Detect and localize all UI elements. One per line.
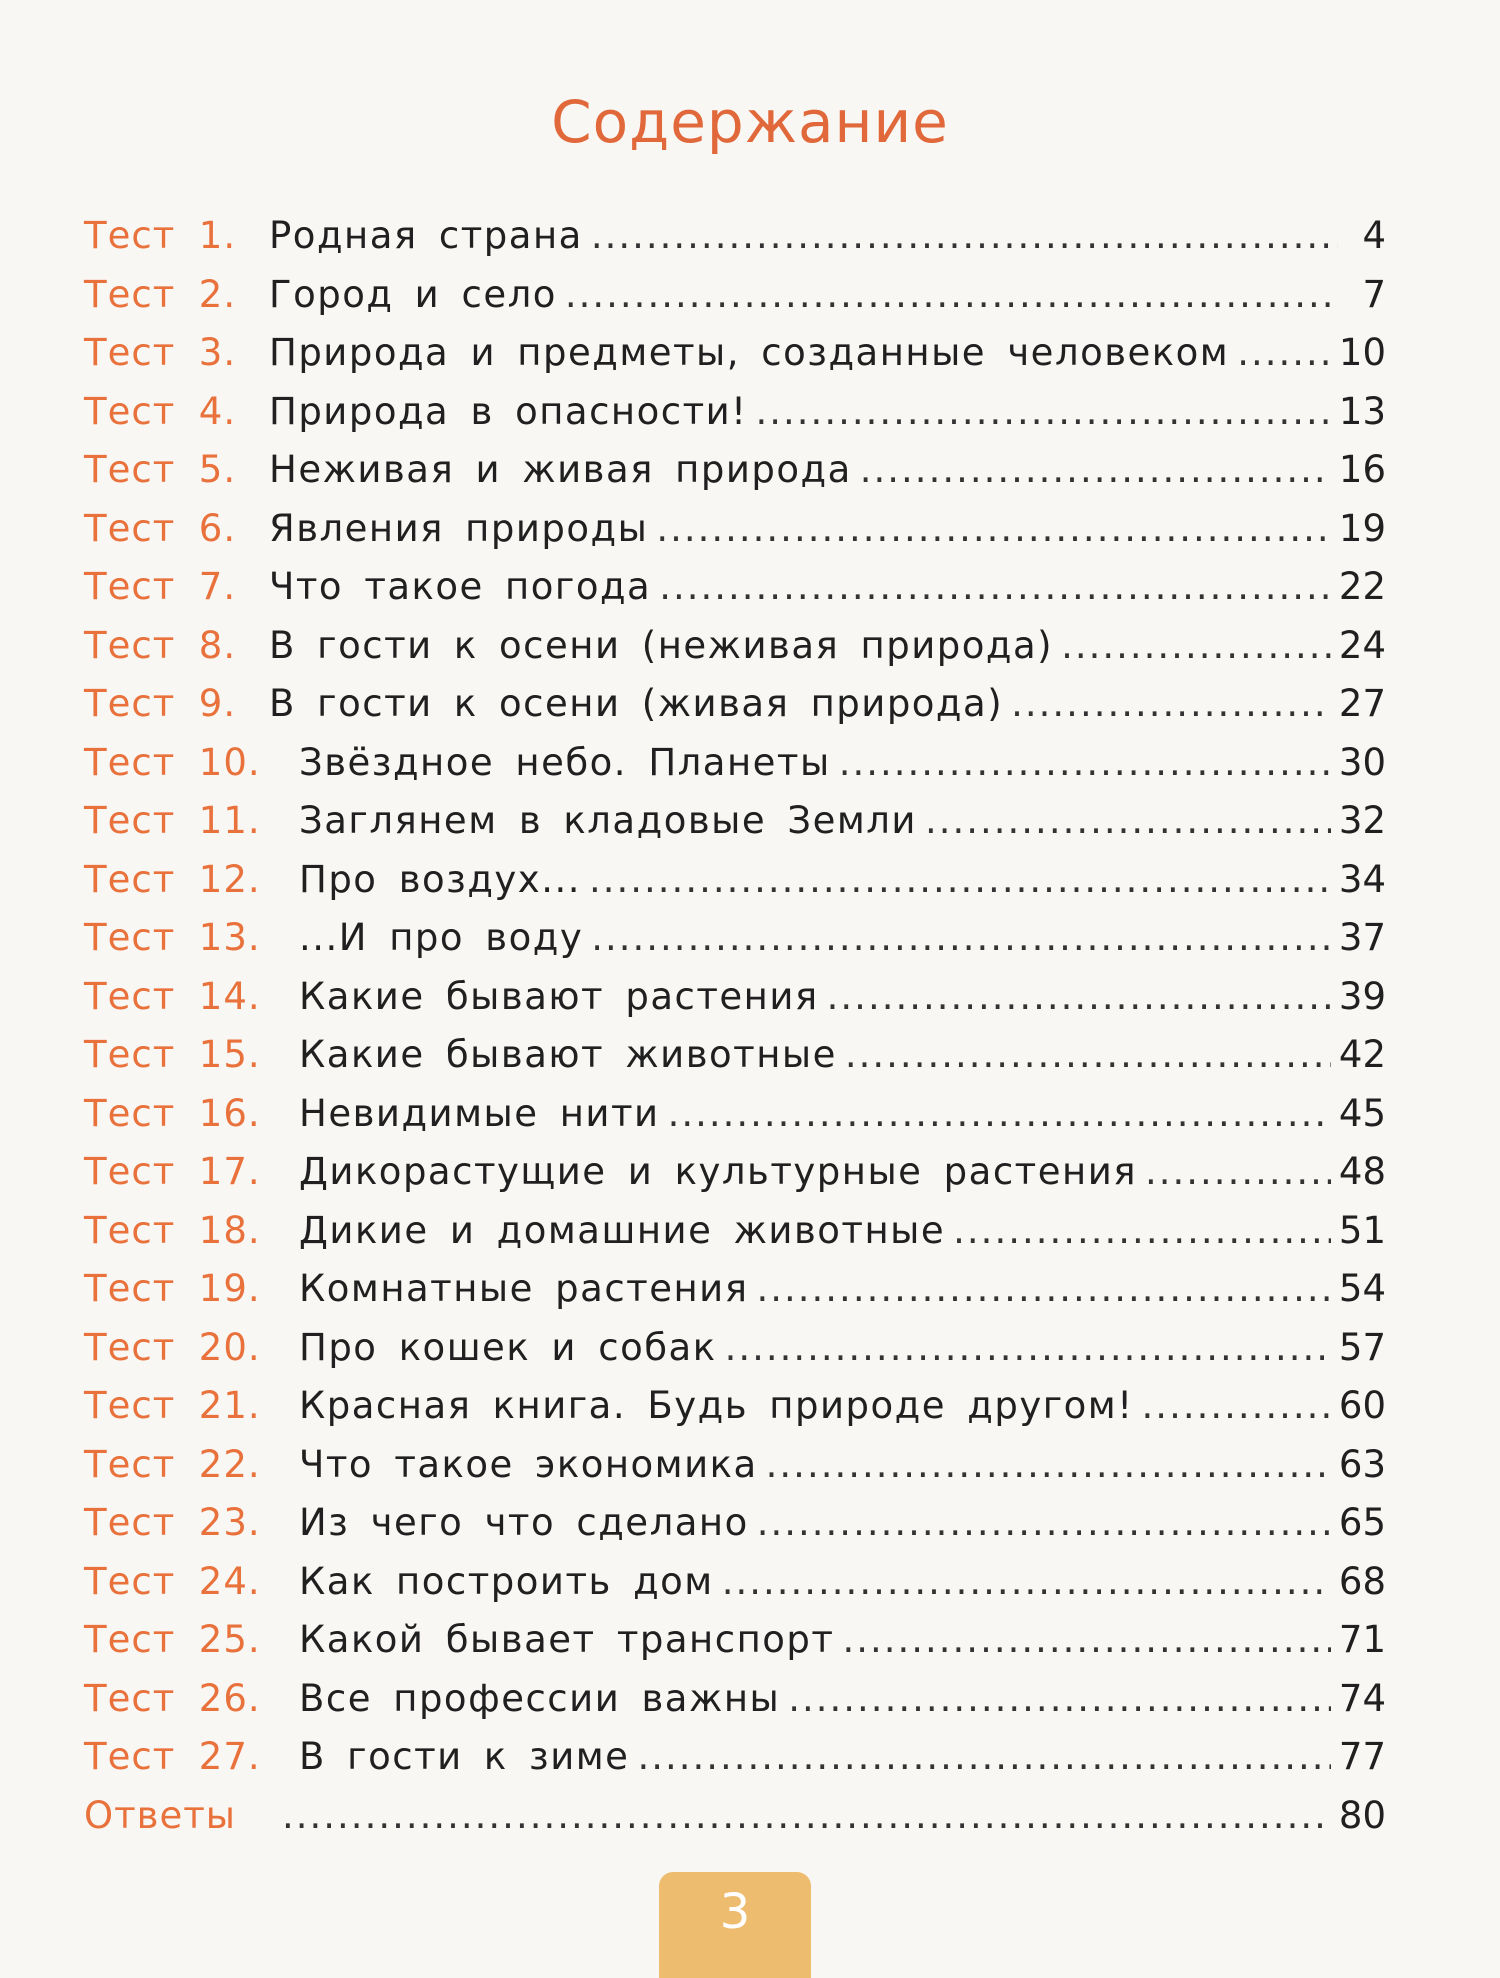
entry-label: Тест <box>84 916 176 959</box>
dot-leader <box>845 1033 1331 1076</box>
dot-leader <box>756 390 1331 433</box>
answers-page: 80 <box>1338 1793 1386 1837</box>
entry-number: 19. <box>198 1267 261 1310</box>
entry-label: Тест <box>84 1325 176 1369</box>
entry-number: 12. <box>198 857 261 901</box>
entry-number: 15. <box>198 1033 261 1076</box>
dot-leader <box>842 1618 1330 1661</box>
entry-page: 42 <box>1338 1033 1386 1076</box>
entry-title: Что такое погода <box>269 565 652 608</box>
entry-number: 10. <box>198 740 261 784</box>
entry-page: 27 <box>1338 682 1386 725</box>
entry-title: В гости к осени (неживая природа) <box>269 623 1054 667</box>
entry-page: 51 <box>1338 1208 1386 1252</box>
entry-label: Тест <box>84 623 176 667</box>
toc-entry[interactable] <box>84 1209 1386 1268</box>
entry-label: Тест <box>84 1033 176 1076</box>
dot-leader <box>925 799 1331 842</box>
dot-leader <box>722 1560 1331 1603</box>
entry-title: Дикорастущие и культурные растения <box>299 1150 1137 1193</box>
entry-number: 9. <box>198 682 237 725</box>
entry-number: 14. <box>198 974 261 1018</box>
toc-entry[interactable] <box>84 1677 1386 1736</box>
toc-entry[interactable] <box>84 565 1386 624</box>
entry-title: Какие бывают животные <box>299 1033 837 1076</box>
entry-title: Какой бывает транспорт <box>299 1618 835 1661</box>
toc-entry[interactable] <box>84 624 1386 683</box>
entry-title: В гости к осени (живая природа) <box>269 682 1004 725</box>
toc-entry-answers[interactable] <box>84 1794 1386 1853</box>
entry-title: ...И про воду <box>299 916 584 959</box>
entry-number: 24. <box>198 1559 261 1603</box>
toc-entry[interactable] <box>84 1735 1386 1794</box>
toc-entry[interactable] <box>84 682 1386 741</box>
entry-number: 4. <box>198 389 237 433</box>
entry-page: 32 <box>1338 799 1386 842</box>
page-number-badge <box>659 1872 811 1978</box>
entry-page: 54 <box>1338 1267 1386 1310</box>
entry-title: Красная книга. Будь природе другом! <box>299 1384 1134 1427</box>
entry-page: 37 <box>1338 916 1386 959</box>
toc-entry[interactable] <box>84 799 1386 858</box>
entry-page: 19 <box>1338 506 1386 550</box>
entry-page: 22 <box>1338 565 1386 608</box>
dot-leader <box>839 741 1331 784</box>
entry-page: 39 <box>1338 974 1386 1018</box>
toc-entry[interactable] <box>84 1267 1386 1326</box>
entry-number: 22. <box>198 1442 261 1486</box>
entry-title: Заглянем в кладовые Земли <box>299 799 917 842</box>
entry-number: 20. <box>198 1325 261 1369</box>
entry-page: 74 <box>1338 1676 1386 1720</box>
dot-leader <box>725 1326 1331 1369</box>
entry-number: 2. <box>198 272 237 316</box>
entry-page: 7 <box>1362 272 1386 316</box>
entry-number: 23. <box>198 1501 261 1544</box>
entry-label: Тест <box>84 331 176 374</box>
entry-title: В гости к зиме <box>299 1735 630 1778</box>
entry-number: 6. <box>198 506 237 550</box>
entry-title: Из чего что сделано <box>299 1501 749 1544</box>
dot-leader <box>282 1794 1331 1837</box>
toc-entry[interactable] <box>84 1033 1386 1092</box>
dot-leader <box>953 1209 1331 1252</box>
dot-leader <box>757 1501 1331 1544</box>
toc-entry[interactable] <box>84 916 1386 975</box>
dot-leader <box>860 448 1331 491</box>
entry-page: 65 <box>1338 1501 1386 1544</box>
toc-entry[interactable] <box>84 741 1386 800</box>
entry-label: Тест <box>84 799 176 842</box>
entry-title: Явления природы <box>269 506 649 550</box>
entry-page: 68 <box>1338 1559 1386 1603</box>
entry-label: Тест <box>84 1150 176 1193</box>
entry-page: 60 <box>1338 1384 1386 1427</box>
entry-title: Родная страна <box>269 214 583 257</box>
toc-entry[interactable] <box>84 273 1386 332</box>
toc-entry[interactable] <box>84 1150 1386 1209</box>
entry-page: 63 <box>1338 1442 1386 1486</box>
entry-title: Звёздное небо. Планеты <box>299 740 831 784</box>
dot-leader <box>565 273 1338 316</box>
entry-page: 77 <box>1338 1735 1386 1778</box>
toc-entry[interactable] <box>84 1443 1386 1502</box>
dot-leader <box>1145 1150 1331 1193</box>
entry-label: Тест <box>84 974 176 1018</box>
entry-label: Тест <box>84 740 176 784</box>
dot-leader <box>637 1735 1330 1778</box>
toc-entry[interactable] <box>84 507 1386 566</box>
entry-number: 7. <box>198 565 237 608</box>
entry-label: Тест <box>84 1208 176 1252</box>
toc-entry[interactable] <box>84 1501 1386 1560</box>
toc-entry[interactable] <box>84 1092 1386 1151</box>
dot-leader <box>668 1092 1331 1135</box>
entry-number: 17. <box>198 1150 261 1193</box>
entry-title: Природа и предметы, созданные человеком <box>269 331 1230 374</box>
entry-label: Тест <box>84 857 176 901</box>
entry-label: Тест <box>84 1384 176 1427</box>
entry-label: Тест <box>84 272 176 316</box>
entry-page: 16 <box>1338 448 1386 491</box>
entry-title: Природа в опасности! <box>269 389 748 433</box>
toc-entry[interactable] <box>84 1618 1386 1677</box>
entry-number: 21. <box>198 1384 261 1427</box>
toc-entry[interactable] <box>84 390 1386 449</box>
entry-title: Все профессии важны <box>299 1676 781 1720</box>
dot-leader <box>1061 624 1331 667</box>
entry-page: 4 <box>1362 214 1386 257</box>
page-number: 3 <box>719 1884 751 1940</box>
toc-entry[interactable] <box>84 448 1386 507</box>
dot-leader <box>659 565 1331 608</box>
toc-entry[interactable] <box>84 975 1386 1034</box>
entry-label: Тест <box>84 1267 176 1310</box>
entry-label: Тест <box>84 506 176 550</box>
entry-page: 71 <box>1338 1618 1386 1661</box>
entry-page: 13 <box>1338 389 1386 433</box>
answers-label: Ответы <box>84 1793 237 1837</box>
entry-number: 27. <box>198 1735 261 1778</box>
entry-label: Тест <box>84 682 176 725</box>
dot-leader <box>1237 331 1331 374</box>
table-of-contents <box>84 214 1386 1852</box>
entry-label: Тест <box>84 1735 176 1778</box>
entry-number: 8. <box>198 623 237 667</box>
entry-number: 25. <box>198 1618 261 1661</box>
entry-number: 26. <box>198 1676 261 1720</box>
dot-leader <box>591 916 1331 959</box>
dot-leader <box>827 975 1331 1018</box>
entry-label: Тест <box>84 1618 176 1661</box>
entry-title: Про кошек и собак <box>299 1325 717 1369</box>
entry-label: Тест <box>84 214 176 257</box>
entry-title: Что такое экономика <box>299 1442 758 1486</box>
entry-title: Город и село <box>269 272 557 316</box>
entry-title: Про воздух... <box>299 857 581 901</box>
page-title: Содержание <box>551 88 949 156</box>
entry-title: Комнатные растения <box>299 1267 749 1310</box>
toc-entry[interactable] <box>84 858 1386 917</box>
entry-label: Тест <box>84 448 176 491</box>
entry-number: 16. <box>198 1091 261 1135</box>
entry-page: 45 <box>1338 1091 1386 1135</box>
entry-number: 3. <box>198 331 237 374</box>
toc-entry[interactable] <box>84 1560 1386 1619</box>
entry-page: 30 <box>1338 740 1386 784</box>
entry-number: 11. <box>198 799 261 842</box>
dot-leader <box>756 1267 1330 1310</box>
entry-number: 18. <box>198 1208 261 1252</box>
toc-entry[interactable] <box>84 1384 1386 1443</box>
entry-title: Невидимые нити <box>299 1091 660 1135</box>
entry-label: Тест <box>84 565 176 608</box>
toc-entry[interactable] <box>84 1326 1386 1385</box>
entry-page: 34 <box>1338 857 1386 901</box>
entry-label: Тест <box>84 389 176 433</box>
entry-number: 13. <box>198 916 261 959</box>
dot-leader <box>1011 682 1331 725</box>
entry-number: 1. <box>198 214 237 257</box>
entry-label: Тест <box>84 1442 176 1486</box>
entry-title: Какие бывают растения <box>299 974 819 1018</box>
dot-leader <box>1142 1384 1331 1427</box>
entry-label: Тест <box>84 1091 176 1135</box>
entry-label: Тест <box>84 1676 176 1720</box>
entry-label: Тест <box>84 1501 176 1544</box>
entry-title: Неживая и живая природа <box>269 448 852 491</box>
entry-page: 48 <box>1338 1150 1386 1193</box>
dot-leader <box>656 507 1331 550</box>
toc-entry[interactable] <box>84 214 1386 273</box>
entry-page: 10 <box>1338 331 1386 374</box>
toc-entry[interactable] <box>84 331 1386 390</box>
entry-title: Дикие и домашние животные <box>299 1208 946 1252</box>
entry-number: 5. <box>198 448 237 491</box>
dot-leader <box>788 1677 1331 1720</box>
dot-leader <box>589 858 1331 901</box>
entry-label: Тест <box>84 1559 176 1603</box>
entry-title: Как построить дом <box>299 1559 714 1603</box>
dot-leader <box>766 1443 1331 1486</box>
dot-leader <box>591 214 1338 257</box>
entry-page: 57 <box>1338 1325 1386 1369</box>
entry-page: 24 <box>1338 623 1386 667</box>
